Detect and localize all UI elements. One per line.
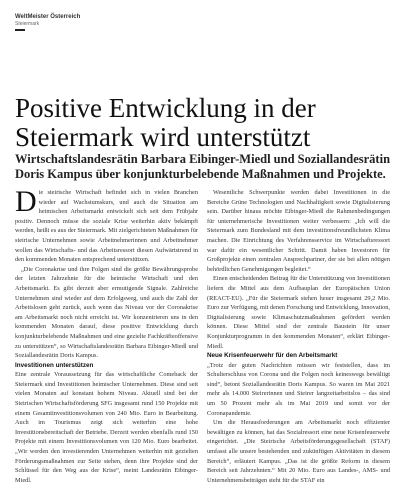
brand-bar <box>15 29 25 31</box>
article-headline: Positive Entwicklung in der Steiermark wird unterstützt <box>15 93 316 152</box>
left-column <box>15 185 198 484</box>
right-paragraph-2: Einen entscheidenden Beitrag für die Unterstützung von Investitionen liefern die Mittel aus dem Aufbauplan der Europäischen Union (REACT-EU). „Für die Steiermark stehen heuer insgesamt 29,2 Mio. Euro zur Verfügung, mit denen Forschung und Entwicklung, Innovation, Digitalisierung sowie Klimaschutzmaßnahmen gefördert werden können. Diese Mittel sind der zentrale Baustein für unser Konjunkturprogramm in den kommenden Monaten“, erklärt Eibinger-Miedl. <box>207 275 390 350</box>
section-heading-krisenfeuerwehr: Neue Krisenfeuerwehr für den Arbeitsmarkt <box>207 352 338 360</box>
left-paragraph-3: Eine zentrale Voraussetzung für das wirtschaftliche Comeback der Steiermark sind Investitionen heimischer Unternehmen. Diese sind seit vielen Monaten auf konstant hohem Niveau. Aktuell sind bei der Steirischen Wirtschaftsförderung SFG insgesamt rund 150 Projekte mit einem Gesamtinvestitionsvolumen von 240 Mio. Euro in Bearbeitung. Auch im Tourismus zeigt sich weiterhin eine hohe Investitionsbereitschaft der Betriebe. Derzeit werden ebenfalls rund 150 Projekte mit einem Investitionsvolumen von 120 Mio. Euro bearbeitet. „Wir werden den investierenden Unternehmen weiterhin mit gezielten Förderungsmaßnahmen zur Seite stehen, denn ihre Projekte sind der Schlüssel für den Weg aus der Krise“, meint Landesrätin Eibinger-Miedl. <box>15 371 198 484</box>
right-paragraph-1: Wesentliche Schwerpunkte werden dabei Investitionen in die Bereiche Grüne Technologien und Nachhaltigkeit sowie Digitalisierung sein. Darüber hinaus möchte Eibinger-Miedl die Rahmenbedingungen für unternehmerische Investitionen weiter verbessern: „Ich will die Steiermark zum Bundesland mit dem investitionsfreundlichsten Klima machen. Die Einrichtung des Verfahrensservice im Wirtschaftsressort war dafür ein wesentlicher Schritt. Damit haben Investoren für Großprojekte einen zentralen Ansprechpartner, der sie bei allen nötigen behördlichen Genehmigungen begleitet.“ <box>207 189 390 273</box>
article-subhead: Wirtschaftslandesrätin Barbara Eibinger-Miedl und Soziallandesrätin Doris Kampus über konjunkturbelebende Maßnahmen und Projekte. <box>15 152 391 181</box>
brand-block <box>15 14 80 31</box>
section-heading-investitionen: Investitionen unterstützen <box>15 361 94 369</box>
left-paragraph-1 <box>15 185 198 265</box>
left-paragraph-1-text: ie steirische Wirtschaft befindet sich in vielen Branchen wieder auf Wachstumskurs, und auch die Situation am heimischen Arbeitsmarkt entwickelt sich seit dem Frühjahr positiv. Dennoch müsse die soziale Krise weiterhin aktiv bekämpft werden, heißt es aus der Steiermark. Mit zielgerichteten Maßnahmen für steirische Unternehmen sowie Arbeitnehmerinnen und Arbeitnehmer wollen das Wirtschafts- und das Arbeitsressort diesen Aufwärtstrend in den kommenden Monaten entsprechend unterstützen. <box>15 189 198 264</box>
left-paragraph-2: „Die Coronakrise und ihre Folgen sind die größte Bewährungsprobe der letzten Jahrzehnte für die heimische Wirtschaft und den Arbeitsmarkt. Es gibt derzeit aber ermutigende Signale. Zahlreiche Unternehmen sind wieder auf dem Erfolgsweg, und auch die Zahl der Arbeitslosen geht zurück, auch wenn das Niveau vor der Coronakrise am Arbeitsmarkt noch nicht erreicht ist. Wir konzentrieren uns in den kommenden Monaten darauf, diese positive Entwicklung durch konjunkturbelebende Maßnahmen und eine gezielte Fachkräfteoffensive zu unterstützen“, so Wirtschaftslandesrätin Barbara Eibinger-Miedl und Soziallandesrätin Doris Kampus. <box>15 265 198 360</box>
drop-cap: D <box>15 185 37 218</box>
brand-region: Steiermark <box>15 21 40 27</box>
right-column <box>207 188 390 484</box>
right-paragraph-3: „Trotz der guten Nachrichten müssen wir feststellen, dass im Schulterschluss von Corona und die Folgen noch keineswegs bewältigt sind“, betont Soziallandesrätin Doris Kampus. So waren im Mai 2021 mehr als 14.000 Steirerinnen und Steirer langzeitarbeitslos – das sind um 50 Prozent mehr als im Mai 2019 und somit vor der Coronapandemie. <box>207 361 390 417</box>
brand-name: WeltMeister Österreich <box>15 14 81 20</box>
right-paragraph-4: Um die Herausforderungen am Arbeitsmarkt noch effizienter bewältigen zu können, hat das Sozialressort eine neue Krisenfeuerwehr eingerichtet. „Die Steirische Arbeitsförderungsgesellschaft (STAF) umfasst alle unsere bestehenden und zukünftigen Aktivitäten in diesem Bereich“, erläutert Kampus. „Das ist die größte Reform in diesem Bereich seit Jahrzehnten.“ Mit 20 Mio. Euro aus Landes-, AMS- und Unternehmensbeiträgen steht für die STAF ein <box>207 419 390 484</box>
